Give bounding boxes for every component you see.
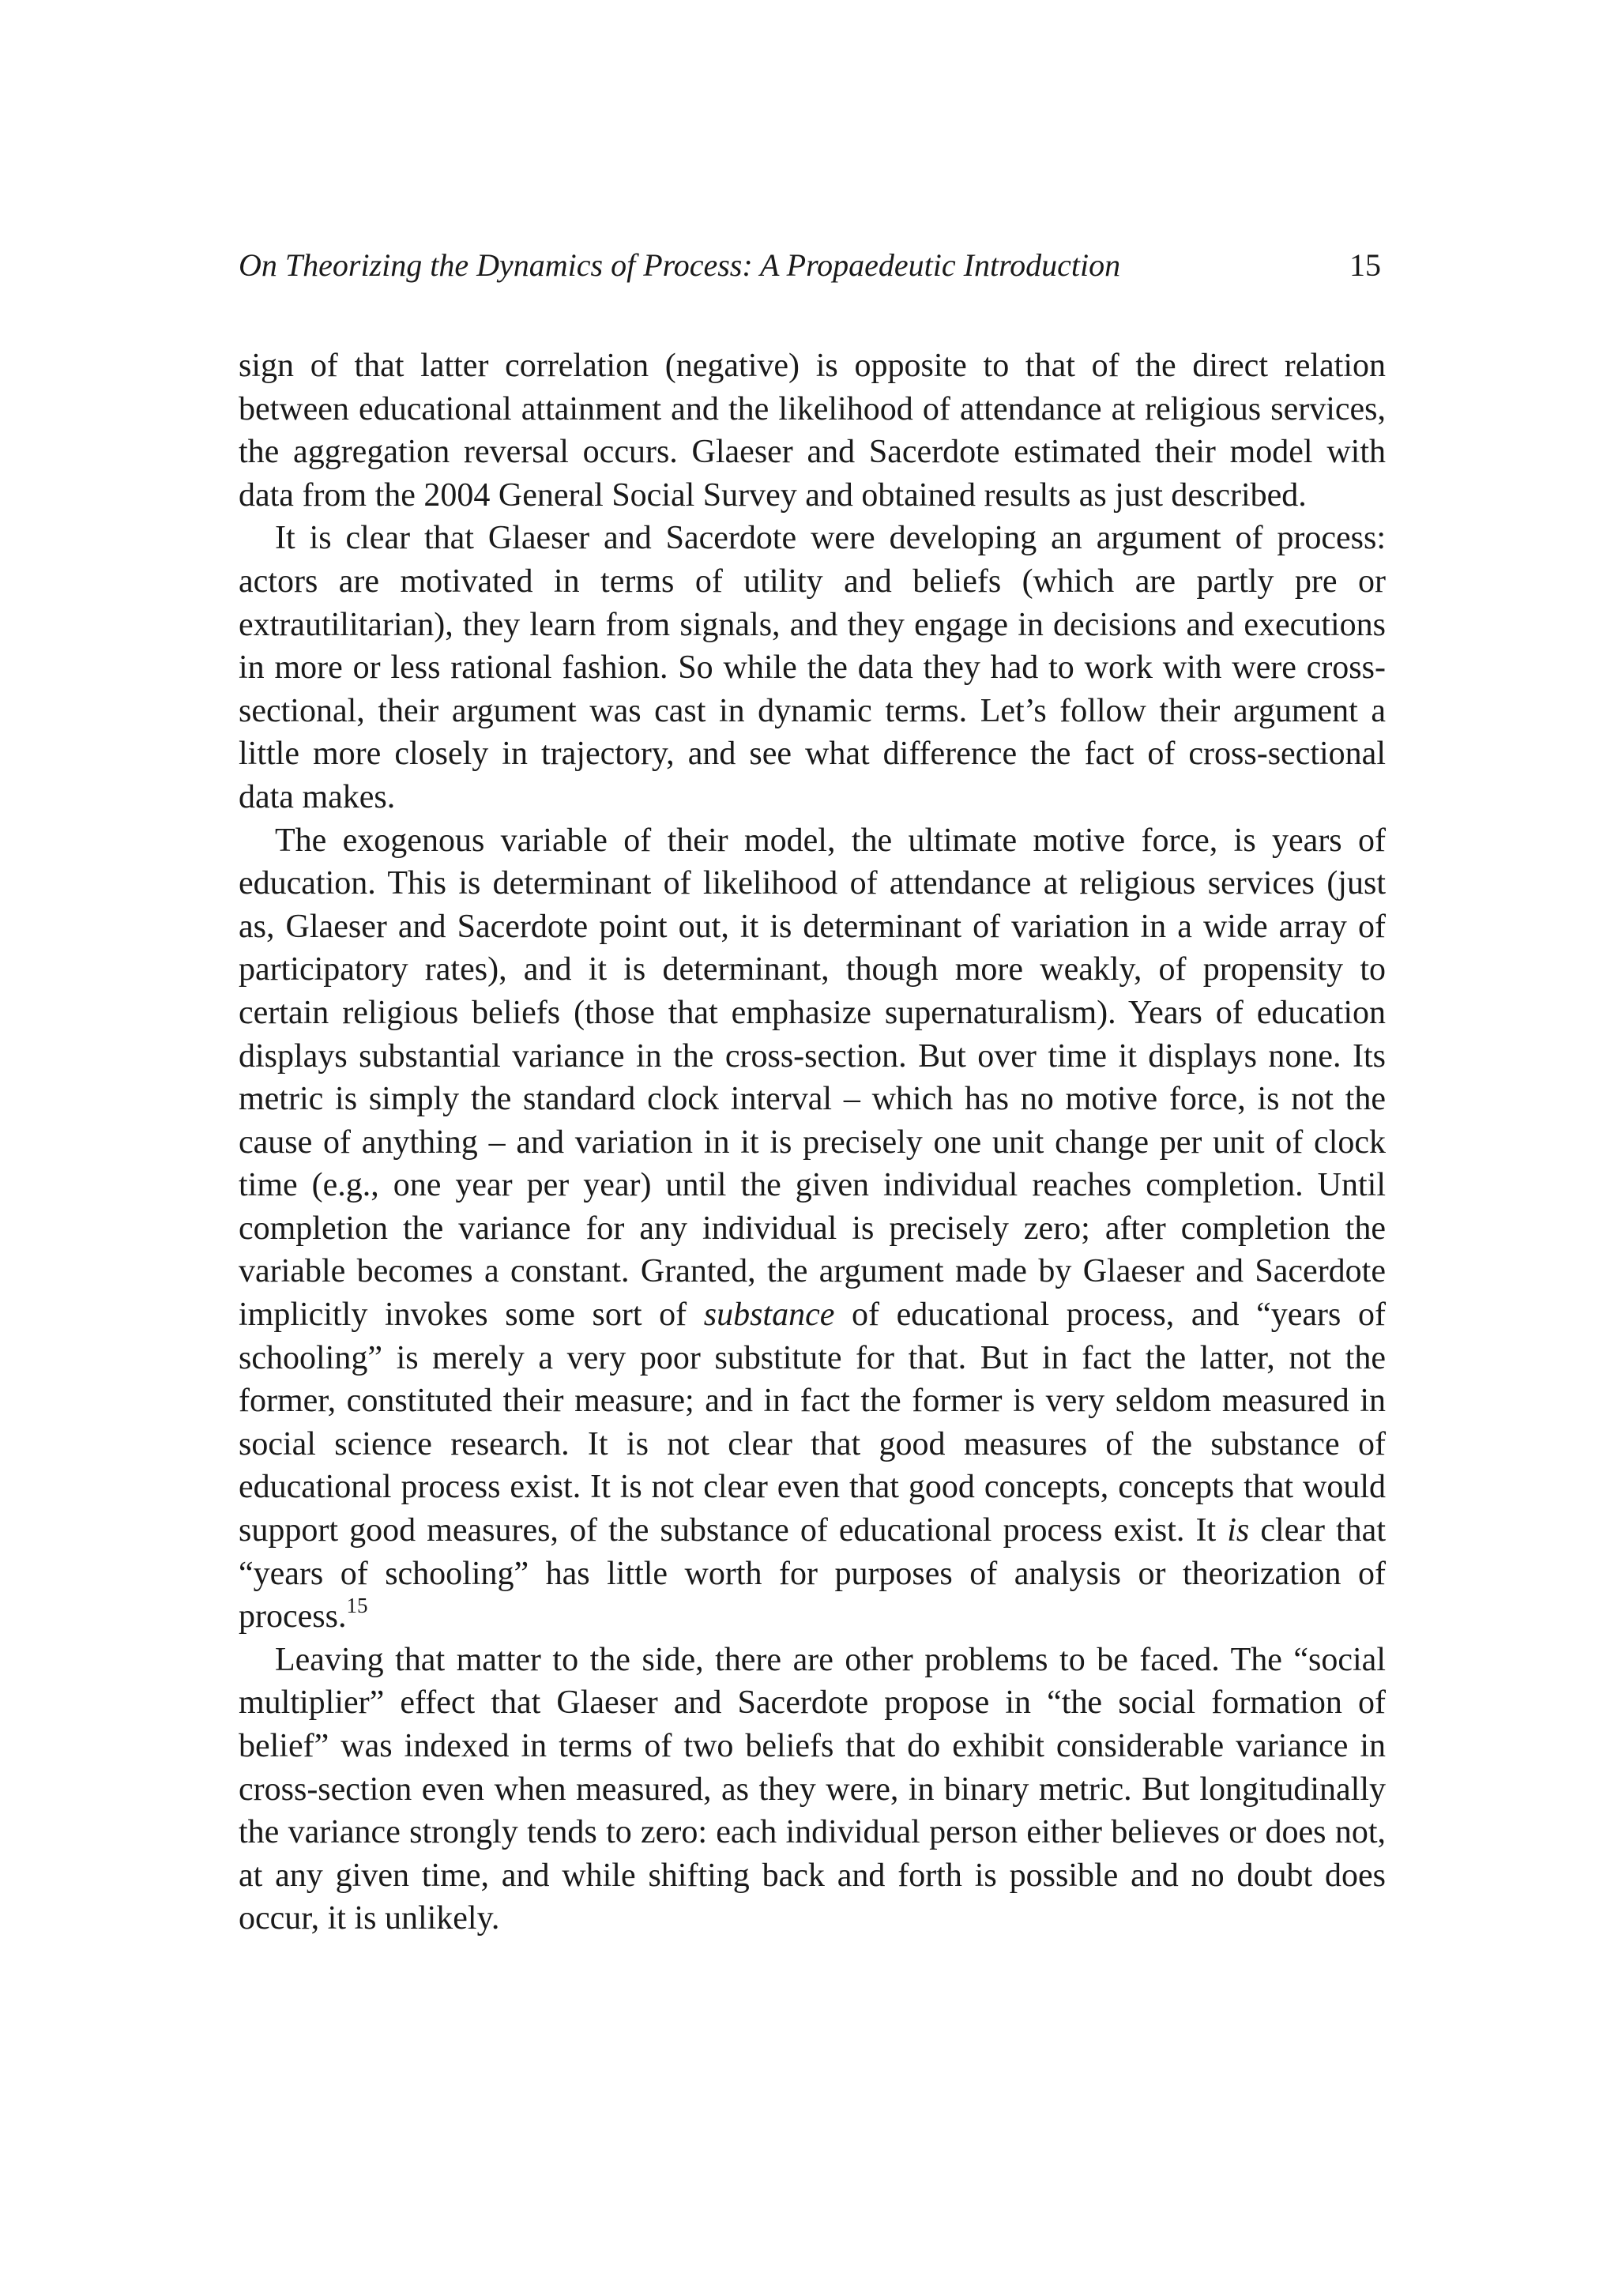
- paragraph-text-segment: The exogenous variable of their model, the ultimate motive force, is years of education. This is determinant of likelihood of attendance at religious services (just as, Glaeser and Sacerdote point out, it is determinant of variation in a wide array of participatory rates), and it is determinant, though more weakly, of propensity to certain religious beliefs (those that emphasize supernaturalism). Years of education displays substantial variance in the cross-section. But over time it displays none. Its metric is simply the standard clock interval – which has no motive force, is not the cause of anything – and variation in it is precisely one unit change per unit of clock time (e.g., one year per year) until the given individual reaches completion. Until completion the variance for any individual is precisely zero; after completion the variable becomes a constant. Granted, the argument made by Glaeser and Sacerdote implicitly invokes some sort of: [239, 822, 1386, 1334]
- emphasis-is: is: [1227, 1512, 1250, 1549]
- paragraph-text-segment: of educational process, and “years of schooling” is merely a very poor substitute for that. But in fact the latter, not the former, constituted their measure; and in fact the former is very seldom measured in social science research. It is not clear that good measures of the substance of educational process exist. It is not clear even that good concepts, concepts that would support good measures, of the substance of educational process exist. It: [239, 1297, 1386, 1549]
- paragraph-continuation: sign of that latter correlation (negative) is opposite to that of the direct relation between educational attainment and the likelihood of attendance at religious services, the aggregation reversal occurs. Glaeser and Sacerdote estimated their model with data from the 2004 General Social Survey and obtained results as just described.: [239, 348, 1386, 514]
- paragraph-exogenous-variable: [239, 819, 1386, 1639]
- paragraph-argument-of-process: It is clear that Glaeser and Sacerdote were developing an argument of process: actors are motivated in terms of utility and beliefs (which are partly pre or extrautilitarian), they learn from signals, and they engage in decisions and executions in more or less rational fashion. So while the data they had to work with were cross-sectional, their argument was cast in dynamic terms. Let’s follow their argument a little more closely in trajectory, and see what difference the fact of cross-sectional data makes.: [239, 520, 1386, 815]
- emphasis-substance: substance: [703, 1297, 835, 1334]
- page-number: 15: [1349, 247, 1381, 283]
- running-header: [239, 245, 1386, 286]
- paragraph-text-segment: clear that “years of schooling” has little worth for purposes of analysis or theorization of process.: [239, 1512, 1386, 1635]
- running-title: On Theorizing the Dynamics of Process: A Propaedeutic Introduction: [239, 247, 1121, 283]
- body-text: [239, 344, 1386, 1940]
- paragraph-social-multiplier: Leaving that matter to the side, there are other problems to be faced. The “social multiplier” effect that Glaeser and Sacerdote propose in “the social formation of belief” was indexed in terms of two beliefs that do exhibit considerable variance in cross-section even when measured, as they were, in binary metric. But longitudinally the variance strongly tends to zero: each individual person either believes or does not, at any given time, and while shifting back and forth is possible and no doubt does occur, it is unlikely.: [239, 1641, 1386, 1937]
- footnote-reference: 15: [346, 1594, 368, 1618]
